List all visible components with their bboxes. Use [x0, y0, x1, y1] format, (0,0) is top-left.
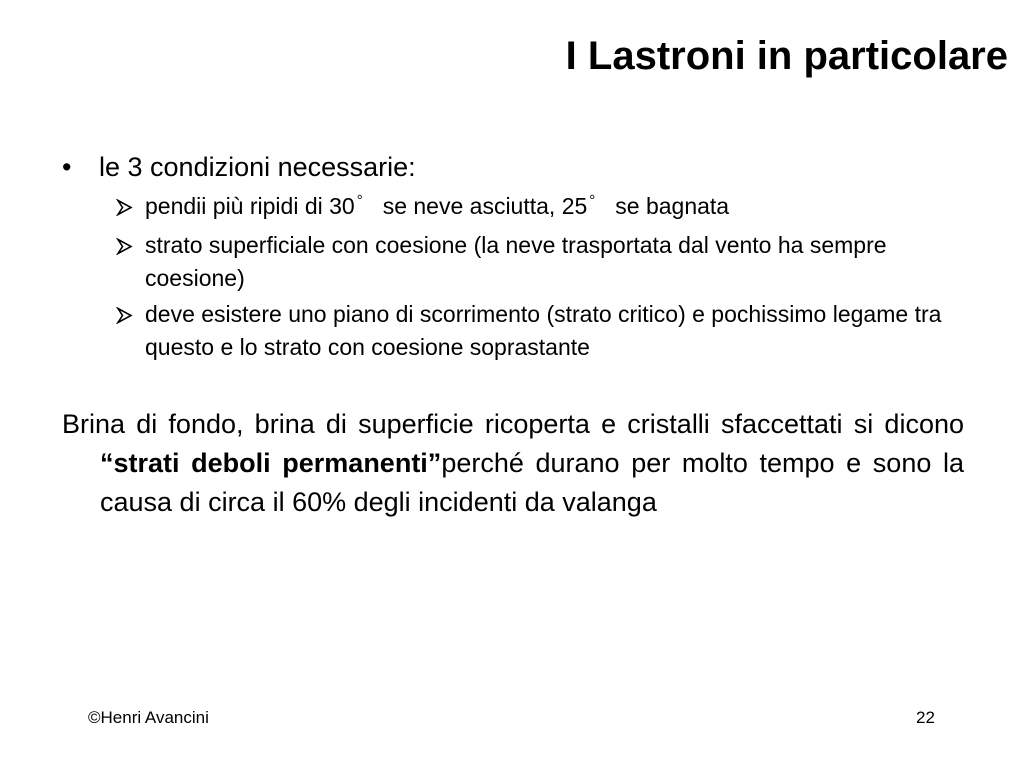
- sub-bullet-text: [145, 190, 964, 226]
- body-paragraph: [62, 405, 964, 522]
- footer-copyright: ©Henri Avancini: [88, 708, 209, 727]
- sub-bullet-item-cohesion: [62, 229, 964, 295]
- main-bullet-text: le 3 condizioni necessarie:: [99, 152, 416, 182]
- sub-bullet-item-slope: [62, 190, 964, 226]
- slide-content: [62, 148, 964, 522]
- sub-bullet-item-sliding-plane: [62, 298, 964, 364]
- arrow-bullet-icon: [116, 199, 133, 216]
- slope-text-end: se bagnata: [615, 193, 730, 219]
- slope-text-wet: se neve asciutta, 25: [382, 193, 588, 219]
- bullet-dot-icon: •: [62, 152, 72, 182]
- degree-symbol: °: [589, 192, 596, 209]
- slide-title: I Lastroni in particolare: [565, 34, 1008, 78]
- degree-symbol: °: [356, 192, 363, 209]
- slope-text-dry: pendii più ripidi di 30: [145, 193, 355, 219]
- arrow-bullet-icon: [116, 307, 133, 324]
- paragraph-text-end: perché durano per molto tempo e sono la causa di circa il 60% degli incidenti da valanga: [100, 448, 964, 517]
- paragraph-text-start: Brina di fondo, brina di superficie ricoperta e cristalli sfaccettati si dicono: [62, 409, 964, 439]
- footer-page-number: 22: [916, 708, 935, 727]
- main-bullet: [62, 148, 964, 186]
- sub-bullet-text: strato superficiale con coesione (la neve trasportata dal vento ha sempre coesione): [145, 232, 887, 291]
- sub-bullet-text: deve esistere uno piano di scorrimento (strato critico) e pochissimo legame tra questo e lo strato con coesione soprastante: [145, 301, 942, 360]
- arrow-bullet-icon: [116, 238, 133, 255]
- sub-bullet-list: [62, 190, 964, 364]
- paragraph-bold-term: “strati deboli permanenti”: [100, 448, 442, 478]
